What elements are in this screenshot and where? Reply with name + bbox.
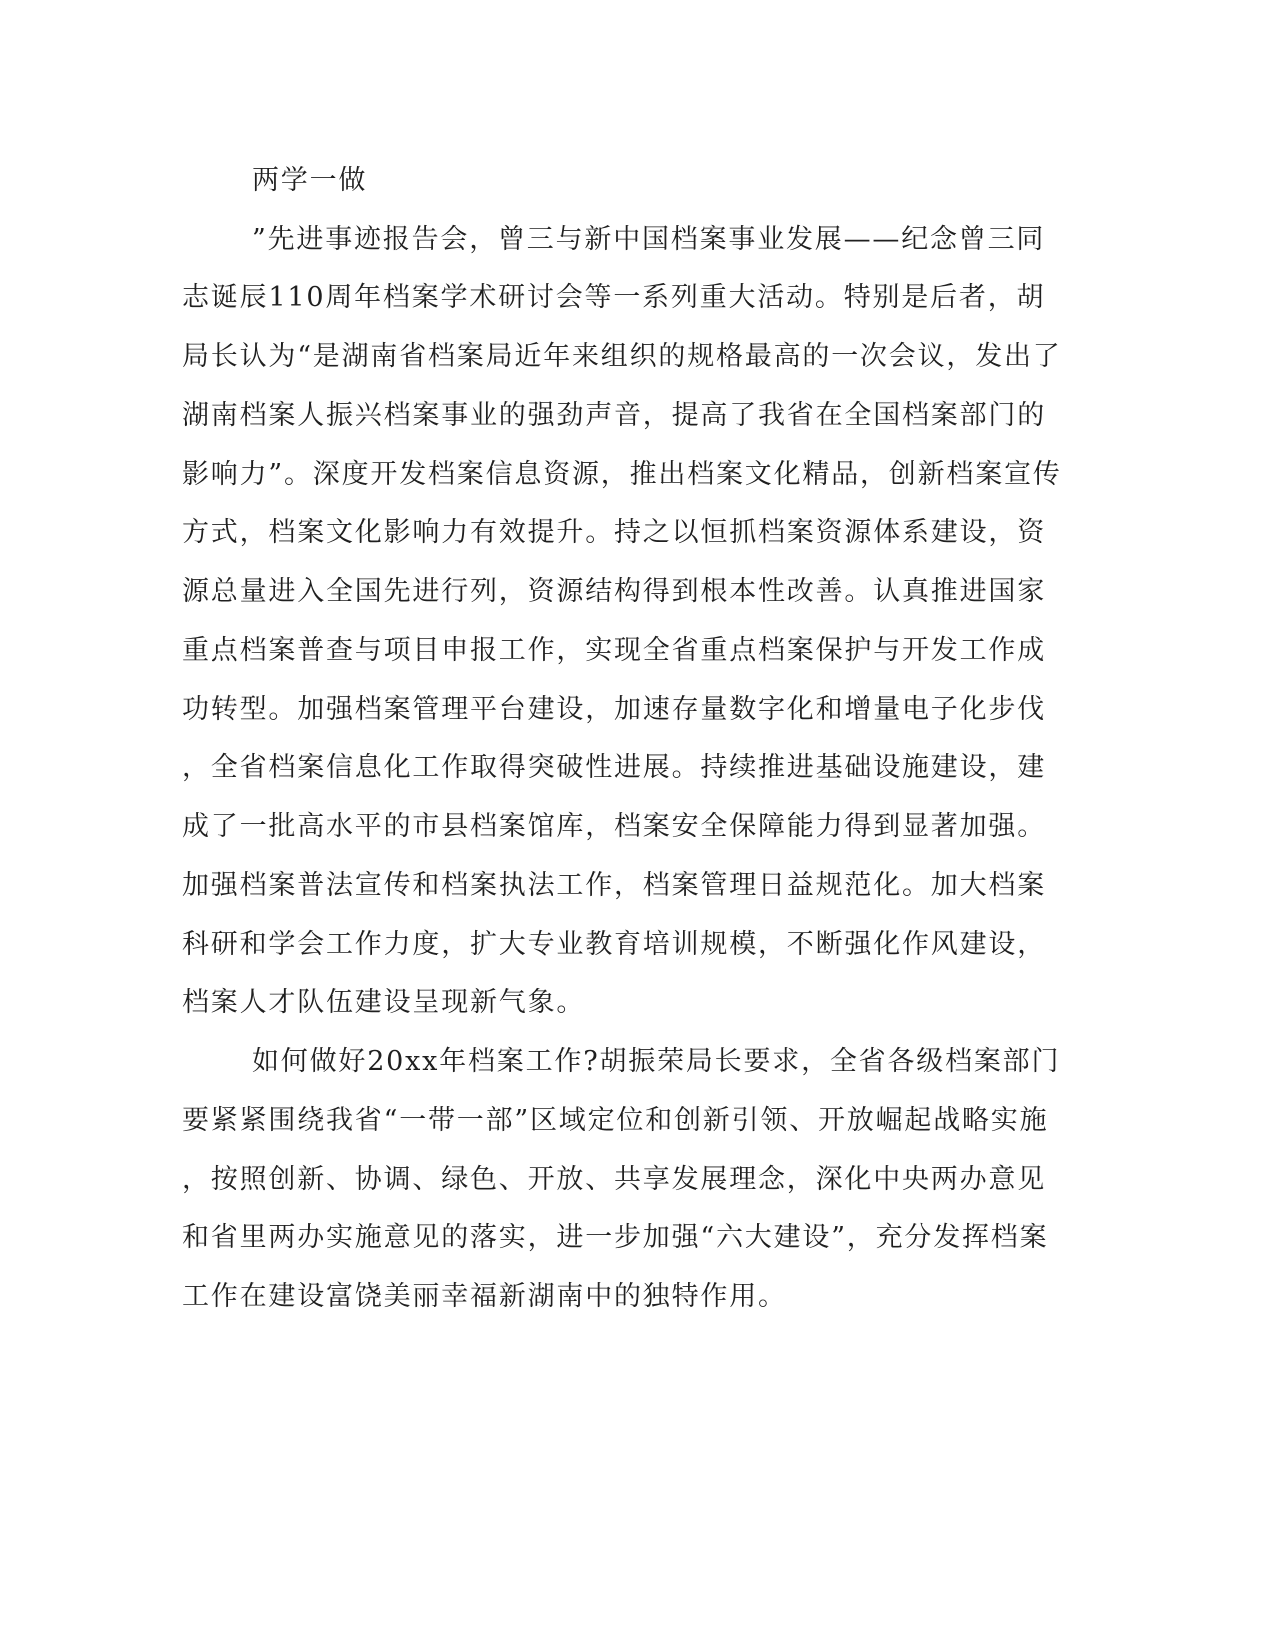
text-line: 功转型。加强档案管理平台建设，加速存量数字化和增量电子化步伐 xyxy=(182,694,1046,725)
text-line: 方式，档案文化影响力有效提升。持之以恒抓档案资源体系建设，资 xyxy=(182,517,1046,548)
text-line: 源总量进入全国先进行列，资源结构得到根本性改善。认真推进国家 xyxy=(182,576,1046,607)
text-line-heading: 两学一做 xyxy=(252,165,368,196)
text-line: 加强档案普法宣传和档案执法工作，档案管理日益规范化。加大档案 xyxy=(182,870,1046,901)
text-line: 如何做好20xx年档案工作?胡振荣局长要求，全省各级档案部门 xyxy=(252,1046,1061,1077)
text-line: 科研和学会工作力度，扩大专业教育培训规模，不断强化作风建设， xyxy=(182,929,1046,960)
text-line: 档案人才队伍建设呈现新气象。 xyxy=(182,987,586,1018)
text-line: 工作在建设富饶美丽幸福新湖南中的独特作用。 xyxy=(182,1281,787,1312)
text-line: 影响力”。深度开发档案信息资源，推出档案文化精品，创新档案宣传 xyxy=(182,459,1062,490)
text-line: 湖南档案人振兴档案事业的强劲声音，提高了我省在全国档案部门的 xyxy=(182,400,1046,431)
text-line: 成了一批高水平的市县档案馆库，档案安全保障能力得到显著加强。 xyxy=(182,811,1046,842)
text-line: 局长认为“是湖南省档案局近年来组织的规格最高的一次会议，发出了 xyxy=(182,341,1062,372)
text-line: 和省里两办实施意见的落实，进一步加强“六大建设”，充分发挥档案 xyxy=(182,1222,1049,1253)
text-line: 志诞辰110周年档案学术研讨会等一系列重大活动。特别是后者，胡 xyxy=(182,282,1046,313)
text-line: ，全省档案信息化工作取得突破性进展。持续推进基础设施建设，建 xyxy=(182,752,1046,783)
text-line: 要紧紧围绕我省“一带一部”区域定位和创新引领、开放崛起战略实施 xyxy=(182,1105,1049,1136)
text-line: 重点档案普查与项目申报工作，实现全省重点档案保护与开发工作成 xyxy=(182,635,1046,666)
text-line: ”先进事迹报告会，曾三与新中国档案事业发展——纪念曾三同 xyxy=(252,224,1046,255)
text-line: ，按照创新、协调、绿色、开放、共享发展理念，深化中央两办意见 xyxy=(182,1164,1046,1195)
